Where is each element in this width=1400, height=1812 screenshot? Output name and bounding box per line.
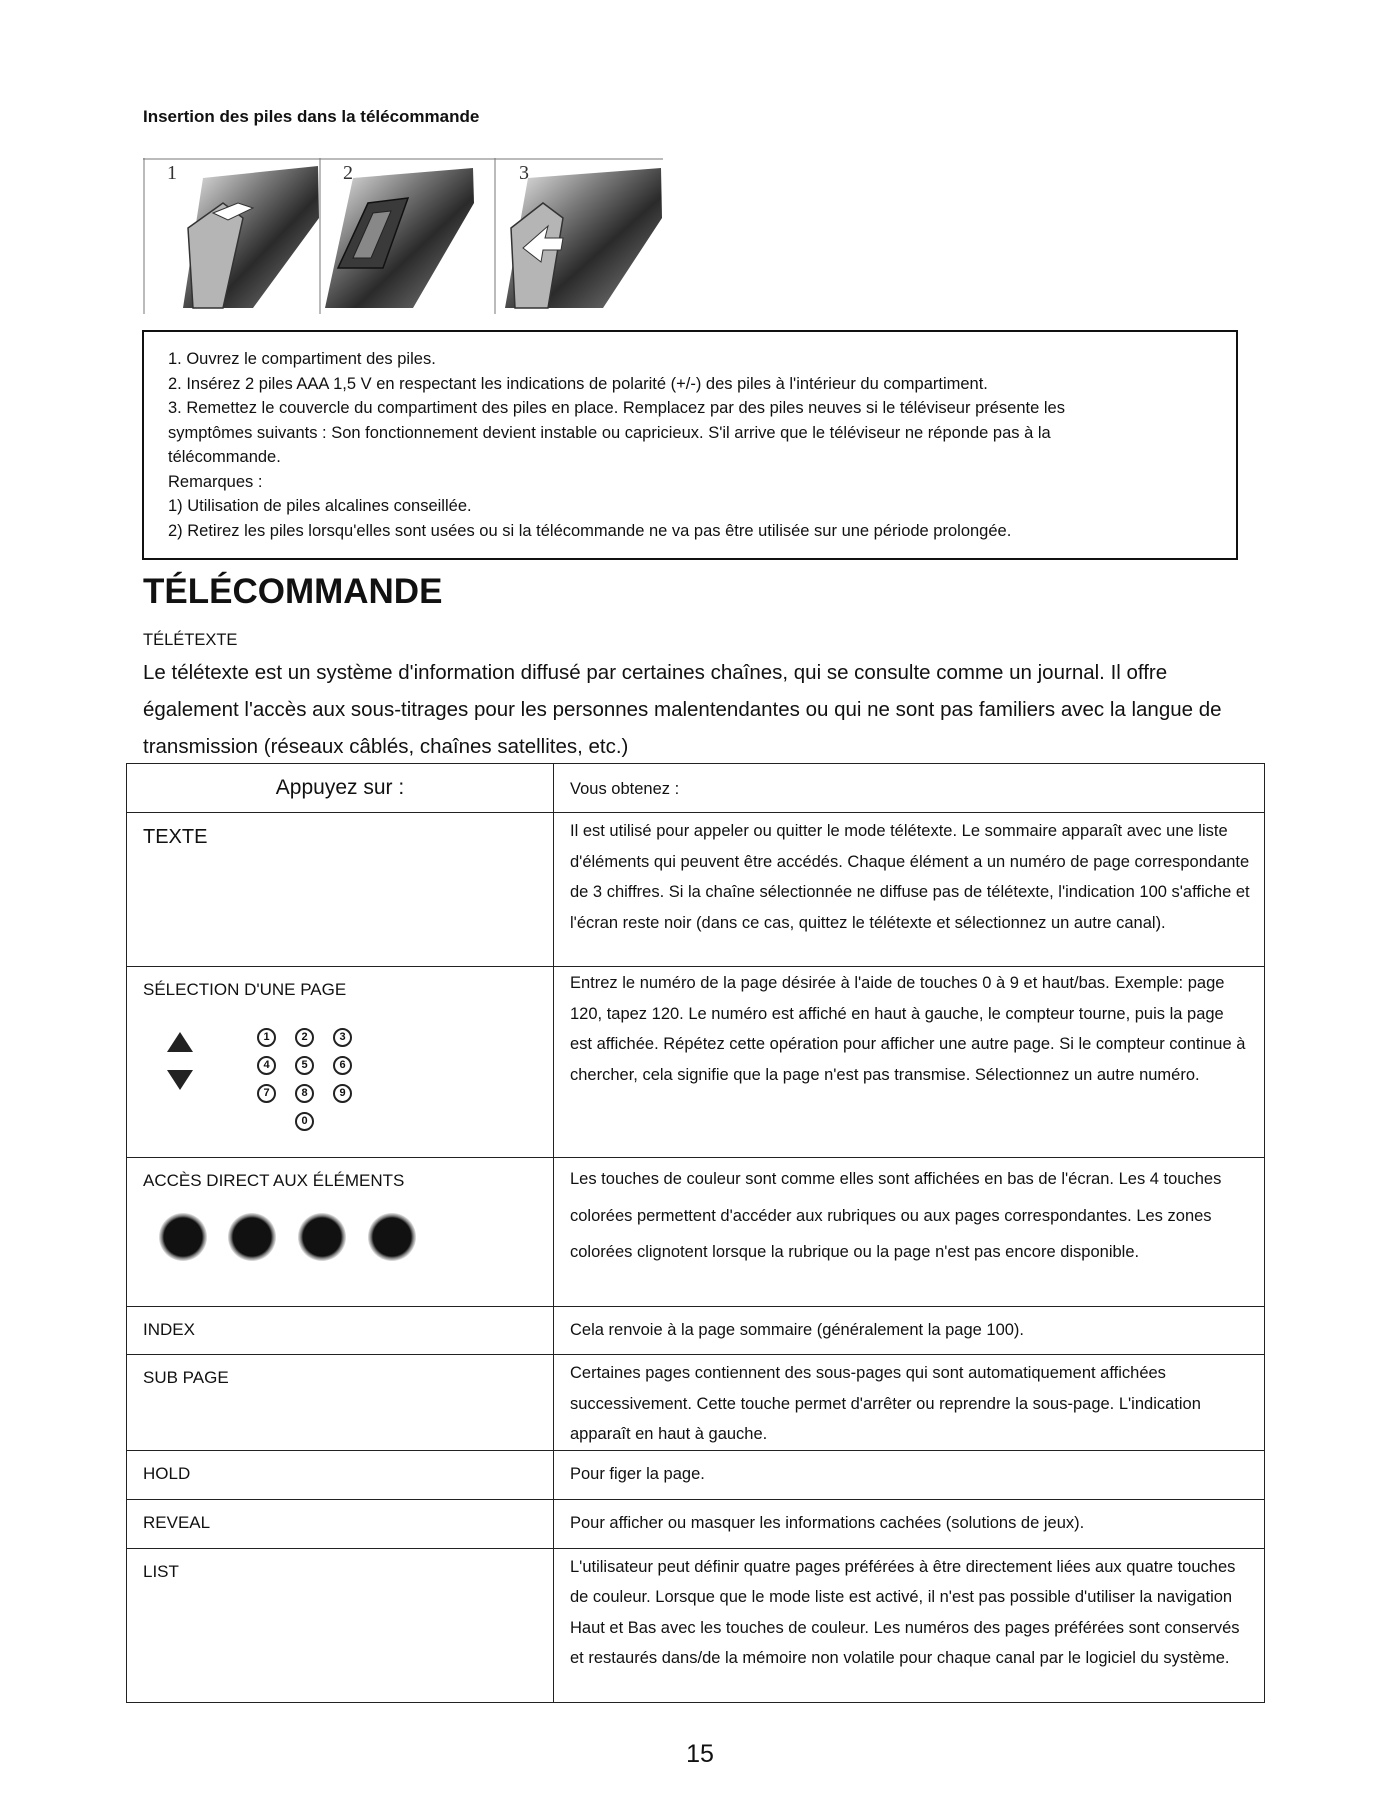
row-value: Il est utilisé pour appeler ou quitter le mode télétexte. Le sommaire apparaît avec une liste d'éléments qui peuvent être accédés. Chaque élément a un numéro de page correspondante de 3 chiffres. Si la chaîne sélectionnée ne diffuse pas de télétexte, l'indication 100 s'affiche et l'écran reste noir (dans ce cas, quittez le télétexte et sélectionnez un autre canal). xyxy=(570,822,1250,932)
table-row xyxy=(127,1355,1265,1451)
number-key-2: 2 xyxy=(295,1028,314,1047)
row-value: Entrez le numéro de la page désirée à l'aide de touches 0 à 9 et haut/bas. Exemple: page 120, tapez 120. Le numéro est affiché en haut à gauche, le compteur tourne, puis la page est affichée. Répétez cette opération pour afficher une autre page. Si le compteur continue à chercher, cela signifie que la page n'est pas transmise. Sélectionnez un autre numéro. xyxy=(570,974,1246,1084)
table-header-row xyxy=(127,764,1265,813)
color-key-1-icon xyxy=(159,1213,207,1261)
number-key-4: 4 xyxy=(257,1056,276,1075)
instruction-line: 2) Retirez les piles lorsqu'elles sont usées ou si la télécommande ne va pas être utilisée sur une période prolongée. xyxy=(168,521,1012,540)
row-key-page-selection: SÉLECTION D'UNE PAGE xyxy=(143,980,347,999)
up-arrow-icon xyxy=(167,1032,193,1052)
row-value: Certaines pages contiennent des sous-pages qui sont automatiquement affichées successivement. Cette touche permet d'arrêter ou reprendre la sous-page. L'indication apparaît en haut à gauche. xyxy=(570,1364,1201,1443)
table-row xyxy=(127,1499,1265,1548)
row-key-sub-page: SUB PAGE xyxy=(143,1368,229,1387)
instruction-line: 3. Remettez le couvercle du compartiment des piles en place. Remplacez par des piles neuves si le téléviseur présente les xyxy=(168,399,1065,417)
down-arrow-icon xyxy=(167,1070,193,1090)
battery-step-2-illustration xyxy=(325,168,474,308)
row-value: Les touches de couleur sont comme elles sont affichées en bas de l'écran. Les 4 touches colorées permettent d'accéder aux rubriques ou aux pages correspondantes. Les zones colorées clignotent lorsque la rubrique ou la page n'est pas encore disponible. xyxy=(570,1170,1222,1261)
battery-step-1-illustration xyxy=(183,166,319,308)
color-keys xyxy=(143,1209,553,1269)
header-result: Vous obtenez : xyxy=(570,780,680,798)
table-row xyxy=(127,967,1265,1158)
instruction-line: Remarques : xyxy=(168,472,263,491)
battery-step-1-number: 1 xyxy=(167,162,177,184)
row-value: Pour afficher ou masquer les informations cachées (solutions de jeux). xyxy=(570,1513,1085,1532)
number-key-0: 0 xyxy=(295,1112,314,1131)
number-key-9: 9 xyxy=(333,1084,352,1103)
row-key-index: INDEX xyxy=(143,1320,195,1339)
number-key-6: 6 xyxy=(333,1056,352,1075)
row-key-texte: TEXTE xyxy=(143,826,208,848)
battery-figures xyxy=(143,158,663,314)
section-subtitle: TÉLÉTEXTE xyxy=(143,631,238,649)
row-value: Pour figer la page. xyxy=(570,1464,705,1483)
row-value: Cela renvoie à la page sommaire (généralement la page 100). xyxy=(570,1321,1025,1339)
color-key-2-icon xyxy=(228,1213,276,1261)
row-key-reveal: REVEAL xyxy=(143,1512,211,1532)
battery-section-title: Insertion des piles dans la télécommande xyxy=(143,107,480,126)
number-key-7: 7 xyxy=(257,1084,276,1103)
row-key-hold: HOLD xyxy=(143,1463,191,1483)
row-key-list: LIST xyxy=(143,1561,179,1581)
instruction-line: 2. Insérez 2 piles AAA 1,5 V en respectant les indications de polarité (+/-) des piles à l'intérieur du compartiment. xyxy=(168,374,988,393)
battery-instructions-box xyxy=(142,330,1238,560)
color-key-4-icon xyxy=(368,1213,416,1261)
number-keypad xyxy=(143,1028,553,1128)
table-row xyxy=(127,1307,1265,1355)
table-row xyxy=(127,813,1265,967)
instruction-line: symptômes suivants : Son fonctionnement devient instable ou capricieux. S'il arrive que le téléviseur ne réponde pas à la xyxy=(168,423,1051,442)
table-row xyxy=(127,1158,1265,1307)
number-key-1: 1 xyxy=(257,1028,276,1047)
page-number: 15 xyxy=(686,1740,714,1768)
intro-paragraph: Le télétexte est un système d'information diffusé par certaines chaînes, qui se consulte comme un journal. Il offre également l'accès aux sous-titrages pour les personnes malentendantes ou qui ne sont pas familiers avec la langue de transmission (réseaux câblés, chaînes satellites, etc.) xyxy=(143,661,1222,758)
row-value: L'utilisateur peut définir quatre pages préférées à être directement liées aux quatre touches de couleur. Lorsque que le mode liste est activé, il n'est pas possible d'utiliser la navigation Haut et Bas avec les touches de couleur. Les numéros des pages préférées sont conservés et restaurés dans/de la mémoire non volatile pour chaque canal par le logiciel du système. xyxy=(570,1557,1240,1667)
color-key-3-icon xyxy=(298,1213,346,1261)
number-key-5: 5 xyxy=(295,1056,314,1075)
teletext-table xyxy=(126,763,1265,1703)
instruction-line: 1. Ouvrez le compartiment des piles. xyxy=(168,350,436,368)
battery-step-2-number: 2 xyxy=(343,162,353,184)
instruction-line: télécommande. xyxy=(168,448,281,466)
header-press: Appuyez sur : xyxy=(275,776,405,799)
table-row xyxy=(127,1450,1265,1499)
number-key-3: 3 xyxy=(333,1028,352,1047)
battery-step-3-illustration xyxy=(505,168,662,308)
number-key-8: 8 xyxy=(295,1084,314,1103)
battery-step-3-number: 3 xyxy=(519,162,529,184)
instruction-line: 1) Utilisation de piles alcalines conseillée. xyxy=(168,497,472,515)
row-key-direct-access: ACCÈS DIRECT AUX ÉLÉMENTS xyxy=(143,1171,405,1190)
table-row xyxy=(127,1548,1265,1702)
battery-figure-frame xyxy=(143,158,663,314)
section-title: TÉLÉCOMMANDE xyxy=(143,572,443,611)
